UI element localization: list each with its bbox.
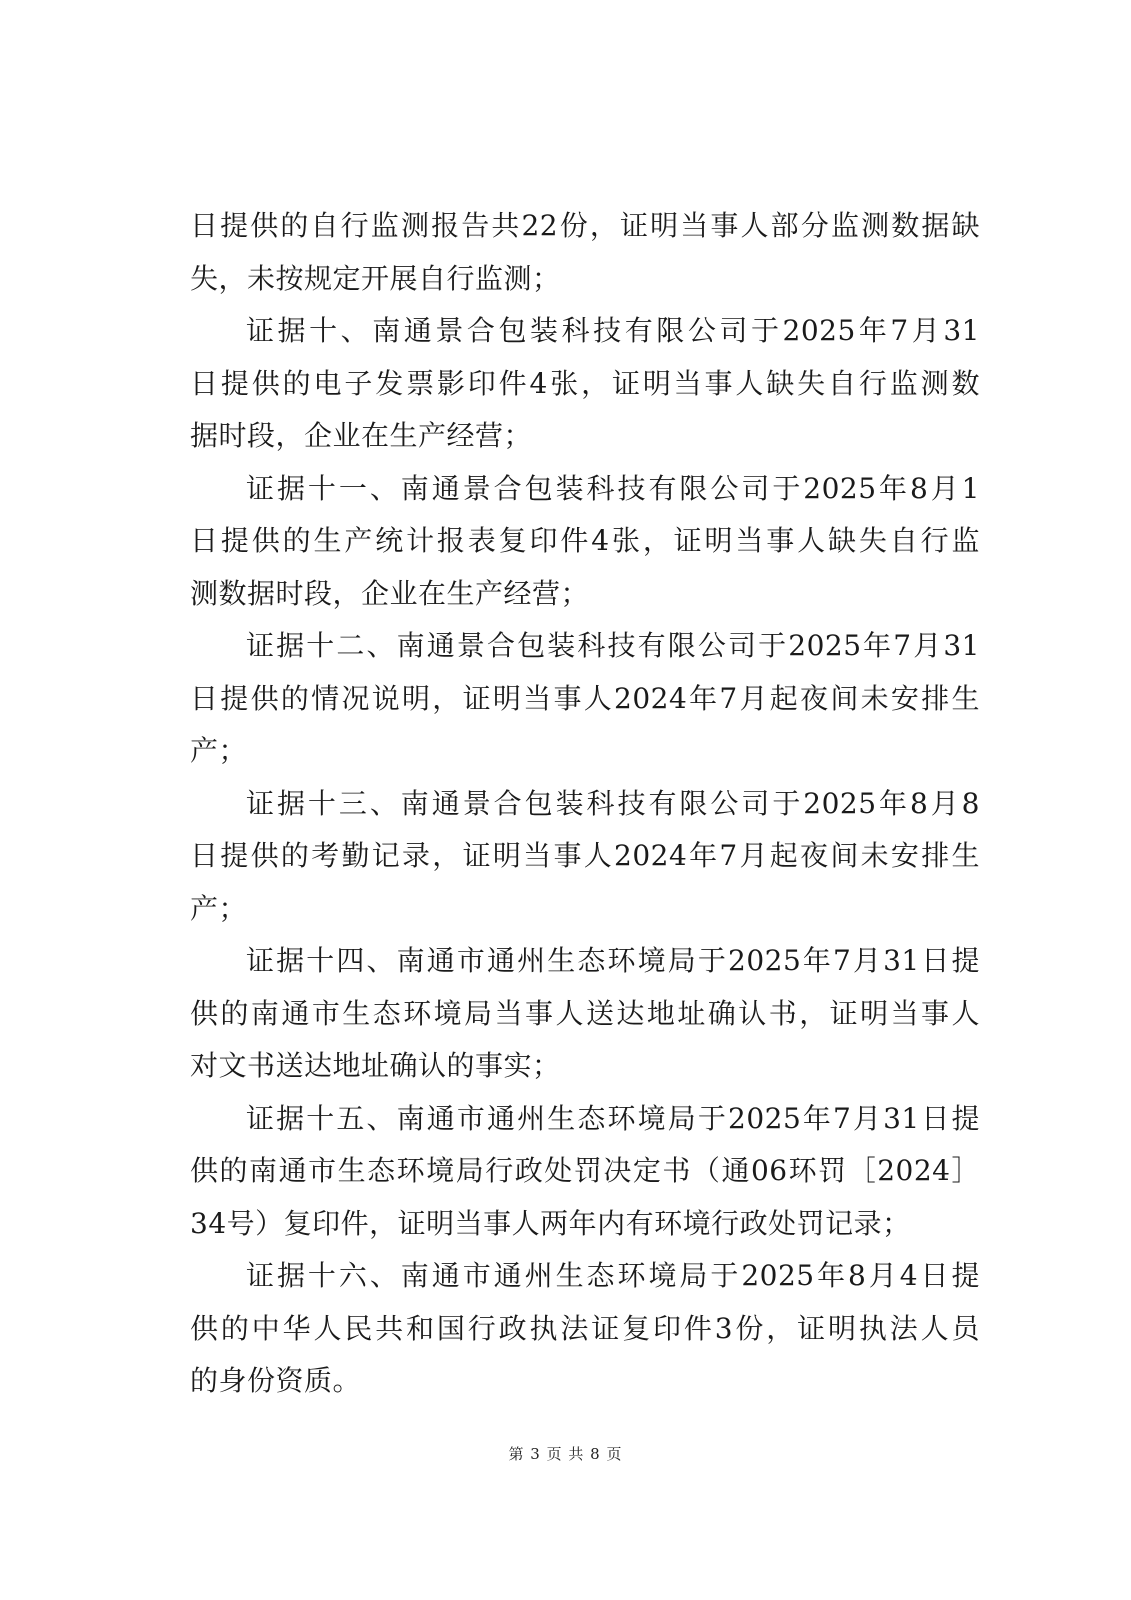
text-line: 失，未按规定开展自行监测； [190,261,561,295]
evidence-15-line: 证据十五、南通市通州生态环境局于2025年7月31日提 [246,1101,980,1135]
text-line: 34号）复印件，证明当事人两年内有环境行政处罚记录； [190,1206,911,1240]
text-line: 日提供的自行监测报告共22份，证明当事人部分监测数据缺 [190,209,980,242]
evidence-11-line: 证据十一、南通景合包装科技有限公司于2025年8月1 [246,471,980,505]
text-line: 日提供的生产统计报表复印件4张，证明当事人缺失自行监 [190,524,980,557]
text-line: 供的南通市生态环境局行政处罚决定书（通06环罚［2024］ [190,1154,980,1187]
text-line: 产； [190,734,248,767]
text-line: 测数据时段，企业在生产经营； [190,576,590,610]
document-body [190,200,980,1408]
evidence-13-line: 证据十三、南通景合包装科技有限公司于2025年8月8 [246,786,980,820]
text-line: 产； [190,891,248,925]
evidence-10-line: 证据十、南通景合包装科技有限公司于2025年7月31 [246,314,980,347]
text-line: 日提供的情况说明，证明当事人2024年7月起夜间未安排生 [190,681,980,715]
text-line: 据时段，企业在生产经营； [190,419,533,452]
evidence-12-line: 证据十二、南通景合包装科技有限公司于2025年7月31 [246,629,980,662]
evidence-14-line: 证据十四、南通市通州生态环境局于2025年7月31日提 [246,944,980,977]
text-line: 的身份资质。 [190,1364,362,1397]
text-line: 日提供的考勤记录，证明当事人2024年7月起夜间未安排生 [190,839,980,872]
page-number-footer: 第 3 页 共 8 页 [508,1445,623,1463]
text-line: 供的南通市生态环境局当事人送达地址确认书，证明当事人 [190,996,980,1030]
evidence-16-line: 证据十六、南通市通州生态环境局于2025年8月4日提 [246,1259,980,1292]
text-line: 日提供的电子发票影印件4张，证明当事人缺失自行监测数 [190,366,980,400]
text-line: 对文书送达地址确认的事实； [190,1049,561,1082]
text-line: 供的中华人民共和国行政执法证复印件3份，证明执法人员 [190,1311,980,1345]
